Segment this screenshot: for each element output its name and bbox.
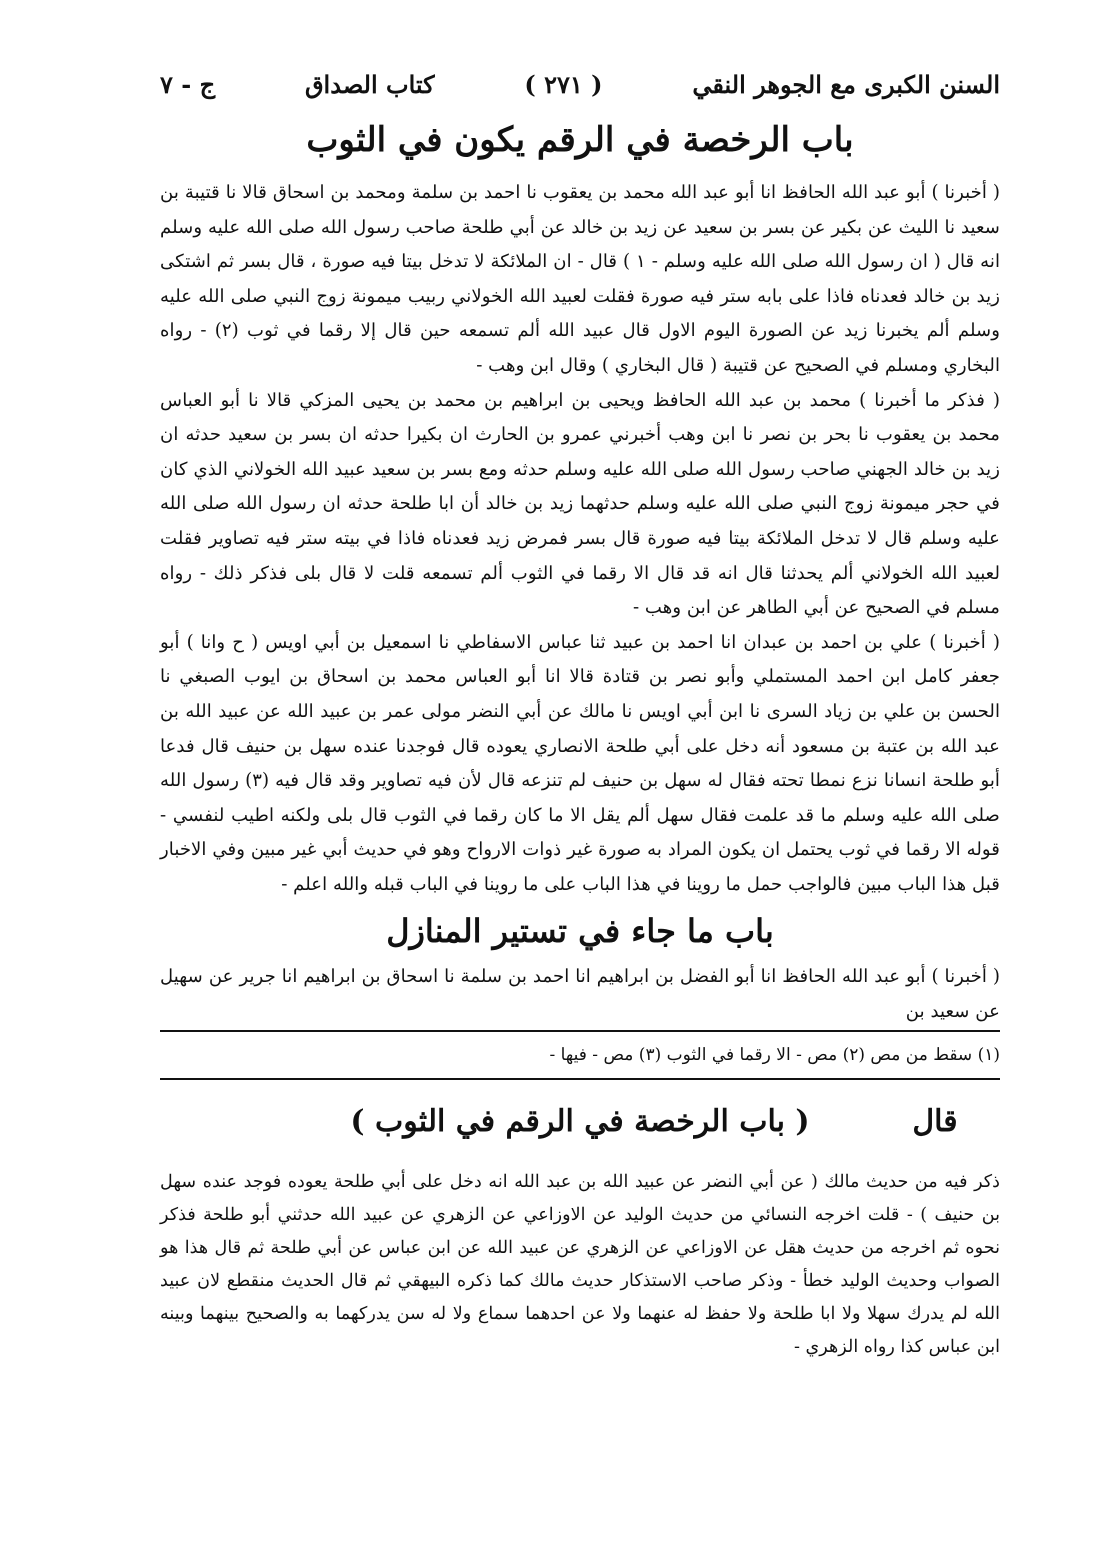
section-title: باب ما جاء في تستير المنازل	[386, 912, 774, 951]
hadith-paragraph: ( أخبرنا ) علي بن احمد بن عبدان انا احمد بن عبيد ثنا عباس الاسفاطي نا اسمعيل بن أبي اويس ( ح وانا ) أبو جعفر كامل ابن احمد المستملي وأبو نصر بن قتادة قالا انا أبو العباس محمد بن اسحاق بن ايوب الصبغي نا الحسن بن علي بن زياد السرى نا ابن أبي اويس نا مالك عن أبي النضر مولى عمر بن عبيد الله عن عبيد الله بن عبد الله بن عتبة بن مسعود أنه دخل على أبي طلحة الانصاري يعوده قال فوجدنا عنده سهل بن حنيف قال فدعا أبو طلحة انسانا نزع نمطا تحته فقال له سهل بن حنيف لم تنزعه قال لأن فيه تصاوير وقد قال فيه (٣) رسول الله صلى الله عليه وسلم ما قد علمت فقال سهل ألم يقل الا ما كان رقما في الثوب قال بلى ولكنه اطيب لنفسي - قوله الا رقما في ثوب يحتمل ان يكون المراد به صورة غير ذوات الارواح وهو في حديث أبي غير مبين وفي الاخبار قبل هذا الباب مبين فالواجب حمل ما روينا في هذا الباب على ما روينا في الباب قبله والله اعلم -	[160, 631, 1000, 895]
chapter-title: باب الرخصة في الرقم يكون في الثوب	[306, 120, 854, 160]
hadith-paragraph: ( فذكر ما أخبرنا ) محمد بن عبد الله الحافظ ويحيى بن ابراهيم بن محمد بن يحيى المزكي قالا نا أبو العباس محمد بن يعقوب نا بحر بن نصر نا ابن وهب أخبرني عمرو بن الحارث ان بكيرا حدثه ان بسر بن سعيد حدثه ان زيد بن خالد الجهني صاحب رسول الله صلى الله عليه وسلم حدثه ومع بسر بن سعيد عبيد الله الخولاني الذي كان في حجر ميمونة زوج النبي صلى الله عليه وسلم حدثهما زيد بن خالد أن ابا طلحة حدثه ان رسول الله صلى الله عليه وسلم قال لا تدخل الملائكة بيتا فيه صورة قال بسر فمرض زيد فعدناه فاذا في بيته ستر فيه تصاوير فقلت لعبيد الله الخولاني ألم يحدثنا قال انه قد قال الا رقما في الثوب ألم تسمعه قلت لا قال بلى فذكر ذلك - رواه مسلم في الصحيح عن أبي الطاهر عن ابن وهب -	[160, 389, 1000, 619]
section-paragraph: ( أخبرنا ) أبو عبد الله الحافظ انا أبو الفضل بن ابراهيم انا احمد بن سلمة نا اسحاق بن ابراهيم انا جرير عن سهيل عن سعيد بن	[160, 966, 1000, 1023]
running-header	[160, 62, 1000, 106]
hadith-paragraph: ( أخبرنا ) أبو عبد الله الحافظ انا أبو عبد الله محمد بن يعقوب نا احمد بن سلمة ومحمد بن اسحاق قالا نا قتيبة بن سعيد نا الليث عن بكير عن بسر بن سعيد عن زيد بن خالد عن أبي طلحة صاحب رسول الله صلى الله عليه وسلم انه قال ( ان رسول الله صلى الله عليه وسلم - ١ ) قال - ان الملائكة لا تدخل بيتا فيه صورة ، قال بسر ثم اشتكى زيد بن خالد فعدناه فاذا على بابه ستر فيه صورة فقلت لعبيد الله الخولاني ربيب ميمونة زوج النبي صلى الله عليه وسلم ألم يخبرنا زيد عن الصورة اليوم الاول قال عبيد الله ألم تسمعه حين قال إلا رقما في ثوب (٢) - رواه البخاري ومسلم في الصحيح عن قتيبة ( قال البخاري ) وقال ابن وهب -	[160, 182, 1001, 376]
book-section: كتاب الصداق	[304, 69, 435, 99]
page-number: ( ٢٧١ )	[524, 69, 603, 99]
commentary-text: ذكر فيه من حديث مالك ( عن أبي النضر عن عبيد الله بن عبد الله انه دخل على أبي طلحة يعوده فوجد عنده سهل بن حنيف ) - قلت اخرجه النسائي من حديث الوليد عن الاوزاعي عن الزهري عن عبيد الله حدثني أبو طلحة فذكر نحوه ثم اخرجه من حديث هقل عن الاوزاعي عن الزهري عن عبيد الله عن ابن عباس عن أبي طلحة ثم قال هذا هو الصواب وحديث الوليد خطأ - وذكر صاحب الاستذكار حديث مالك كما ذكره البيهقي ثم قال الحديث منقطع لان عبيد الله لم يدرك سهلا ولا ابا طلحة ولا حفظ له عنهما ولا عن احدهما سماع ولا له سن يدركهما به والصحيح بينهما وبينه ابن عباس كذا رواه الزهري -	[160, 1171, 1000, 1357]
commentary-header	[160, 1086, 1000, 1158]
commentary-divider	[160, 1078, 1000, 1080]
commentary-title: ( باب الرخصة في الرقم في الثوب )	[350, 1104, 810, 1140]
footnotes: (١) سقط من مص (٢) مص - الا رقما في الثوب (٣) مص - فيها -	[549, 1044, 1000, 1065]
book-title: السنن الكبرى مع الجوهر النقي	[692, 69, 1000, 99]
document-page	[160, 62, 1000, 1364]
commentary-qal: قال	[912, 1104, 958, 1140]
volume-number: ج - ٧	[160, 69, 216, 99]
